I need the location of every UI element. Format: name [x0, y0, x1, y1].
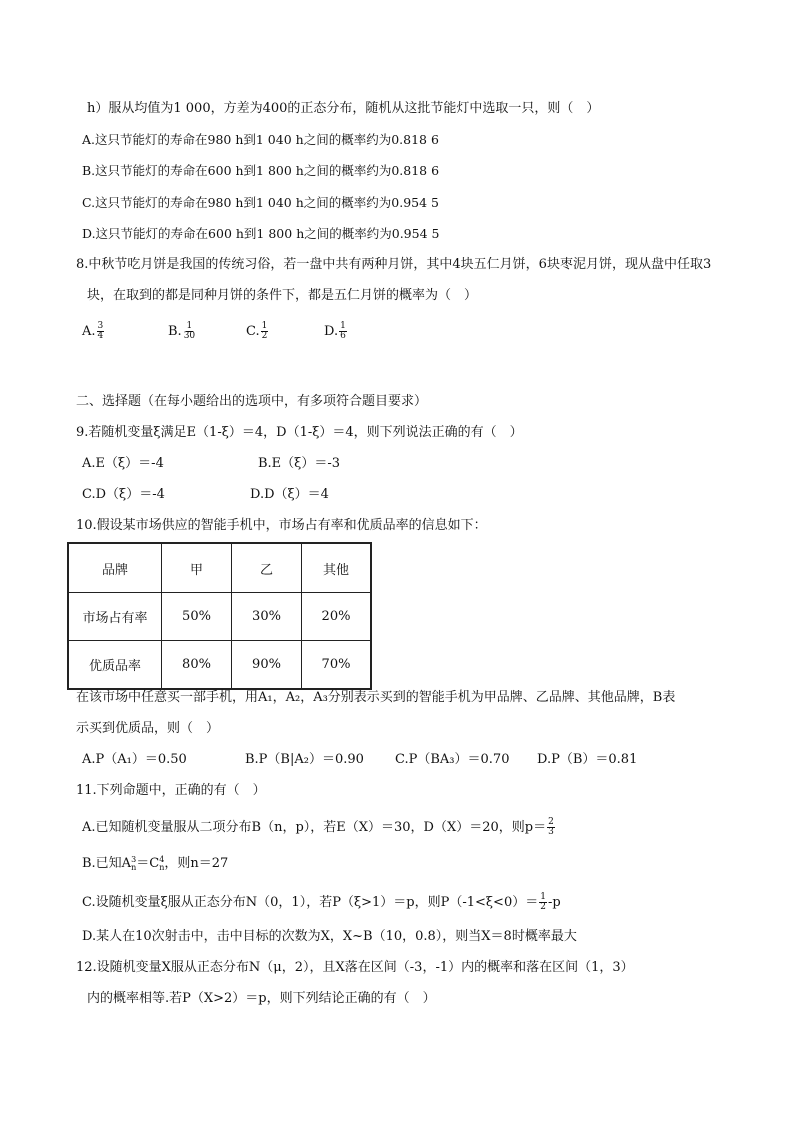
table-cell: 90% — [232, 641, 302, 690]
q8-option-a-label: A. — [82, 324, 96, 339]
q8-option-b — [168, 322, 197, 341]
q9-option-a: A.E（ξ）＝-4 — [82, 456, 164, 471]
table-cell: 优质品率 — [68, 641, 162, 690]
table-row — [68, 641, 371, 690]
q11-stem: 11.下列命题中，正确的有（ ） — [76, 783, 266, 798]
q9-option-d: D.D（ξ）＝4 — [250, 487, 329, 502]
fraction-numerator: 1 — [261, 321, 268, 331]
table-cell: 30% — [232, 593, 302, 641]
q11-option-d: D.某人在10次射击中，击中目标的次数为X，X~B（10，0.8），则当X＝8时概率最大 — [82, 929, 577, 944]
fraction-denominator: 4 — [97, 331, 104, 341]
table-cell: 70% — [302, 641, 372, 690]
q10-option-d: D.P（B）＝0.81 — [537, 752, 638, 767]
q12-stem-2: 内的概率相等.若P（X>2）＝p，则下列结论正确的有（ ） — [87, 991, 436, 1006]
q11-option-a-fraction — [547, 818, 555, 837]
fraction-numerator: 1 — [186, 321, 193, 331]
q8-option-d — [324, 322, 348, 341]
q11-option-b-text: B.已知A — [82, 856, 132, 871]
market-share-table — [67, 542, 372, 690]
fraction-numerator: 3 — [97, 321, 104, 331]
q11-option-c-tail: -p — [547, 895, 561, 910]
fraction-denominator: 2 — [540, 902, 546, 912]
q8-option-d-label: D. — [324, 324, 339, 339]
fraction-denominator: 2 — [261, 331, 268, 341]
q8-option-d-fraction — [339, 322, 347, 341]
table-header-cell: 甲 — [162, 543, 232, 593]
q8-option-c-label: C. — [246, 324, 260, 339]
fraction-denominator: 3 — [548, 827, 554, 837]
superscript: 3 — [131, 854, 137, 864]
q11-option-b-end: ，则n＝27 — [164, 856, 229, 871]
q11-option-a — [82, 818, 556, 837]
table-header-row — [68, 543, 371, 593]
table-header-cell: 乙 — [232, 543, 302, 593]
table-cell: 市场占有率 — [68, 593, 162, 641]
q10-option-a: A.P（A₁）＝0.50 — [82, 752, 187, 767]
table-header-cell: 其他 — [302, 543, 372, 593]
table-row — [68, 593, 371, 641]
table-cell: 20% — [302, 593, 372, 641]
q10-option-b: B.P（B|A₂）＝0.90 — [245, 752, 364, 767]
q8-stem-2: 块，在取到的都是同种月饼的条件下，都是五仁月饼的概率为（ ） — [87, 288, 478, 303]
q8-option-c-fraction — [261, 322, 269, 341]
q12-stem-1: 12.设随机变量X服从正态分布N（μ，2），且X落在区间（-3，-1）内的概率和落在区间（1，3） — [76, 960, 634, 975]
fraction-denominator: 6 — [340, 331, 346, 341]
q11-option-b-mid: ＝C — [136, 856, 160, 871]
fraction-numerator: 2 — [548, 817, 554, 827]
q10-after-1: 在该市场中任意买一部手机，用A₁，A₂，A₃分别表示买到的智能手机为甲品牌、乙品牌、其他品牌，B表 — [76, 690, 676, 705]
q9-option-c: C.D（ξ）＝-4 — [82, 487, 165, 502]
q11-option-b — [82, 855, 228, 873]
q10-after-2: 示买到优质品，则（ ） — [76, 721, 220, 736]
q8-stem-1: 8.中秋节吃月饼是我国的传统习俗，若一盘中共有两种月饼，其中4块五仁月饼，6块枣泥月饼，现从盘中任取3 — [76, 257, 712, 272]
q11-option-c — [82, 893, 561, 912]
section-heading: 二、选择题（在每小题给出的选项中，有多项符合题目要求） — [76, 394, 428, 409]
subscript: n — [159, 862, 165, 872]
q7-stem: h）服从均值为1 000，方差为400的正态分布，随机从这批节能灯中选取一只，则（ ） — [87, 101, 600, 116]
fraction-numerator: 1 — [340, 321, 346, 331]
q9-option-b: B.E（ξ）＝-3 — [258, 456, 340, 471]
q7-option-a: A.这只节能灯的寿命在980 h到1 040 h之间的概率约为0.818 6 — [82, 132, 439, 147]
q8-option-b-label: B. — [168, 324, 182, 339]
q8-option-a — [82, 322, 105, 341]
q11-option-c-fraction — [539, 893, 547, 912]
fraction-denominator: 30 — [183, 331, 196, 341]
q8-option-a-fraction — [97, 322, 105, 341]
q11-option-a-text: A.已知随机变量服从二项分布B（n，p），若E（X）＝30，D（X）＝20，则p＝ — [82, 820, 547, 835]
q10-option-c: C.P（BA₃）＝0.70 — [395, 752, 510, 767]
table-header-cell: 品牌 — [68, 543, 162, 593]
subscript: n — [131, 862, 137, 872]
q8-option-c — [246, 322, 269, 341]
q7-option-d: D.这只节能灯的寿命在600 h到1 800 h之间的概率约为0.954 5 — [82, 226, 440, 241]
q7-option-b: B.这只节能灯的寿命在600 h到1 800 h之间的概率约为0.818 6 — [82, 163, 440, 178]
q9-stem: 9.若随机变量ξ满足E（1-ξ）＝4，D（1-ξ）＝4，则下列说法正确的有（ ） — [76, 425, 523, 440]
q10-stem: 10.假设某市场供应的智能手机中，市场占有率和优质品率的信息如下： — [76, 518, 487, 533]
q7-option-c: C.这只节能灯的寿命在980 h到1 040 h之间的概率约为0.954 5 — [82, 195, 439, 210]
table-cell: 80% — [162, 641, 232, 690]
superscript: 4 — [159, 854, 165, 864]
fraction-numerator: 1 — [540, 892, 546, 902]
table-cell: 50% — [162, 593, 232, 641]
q8-option-b-fraction — [183, 322, 196, 341]
q11-option-c-text: C.设随机变量ξ服从正态分布N（0，1），若P（ξ>1）＝p，则P（-1<ξ<0）＝ — [82, 895, 539, 910]
